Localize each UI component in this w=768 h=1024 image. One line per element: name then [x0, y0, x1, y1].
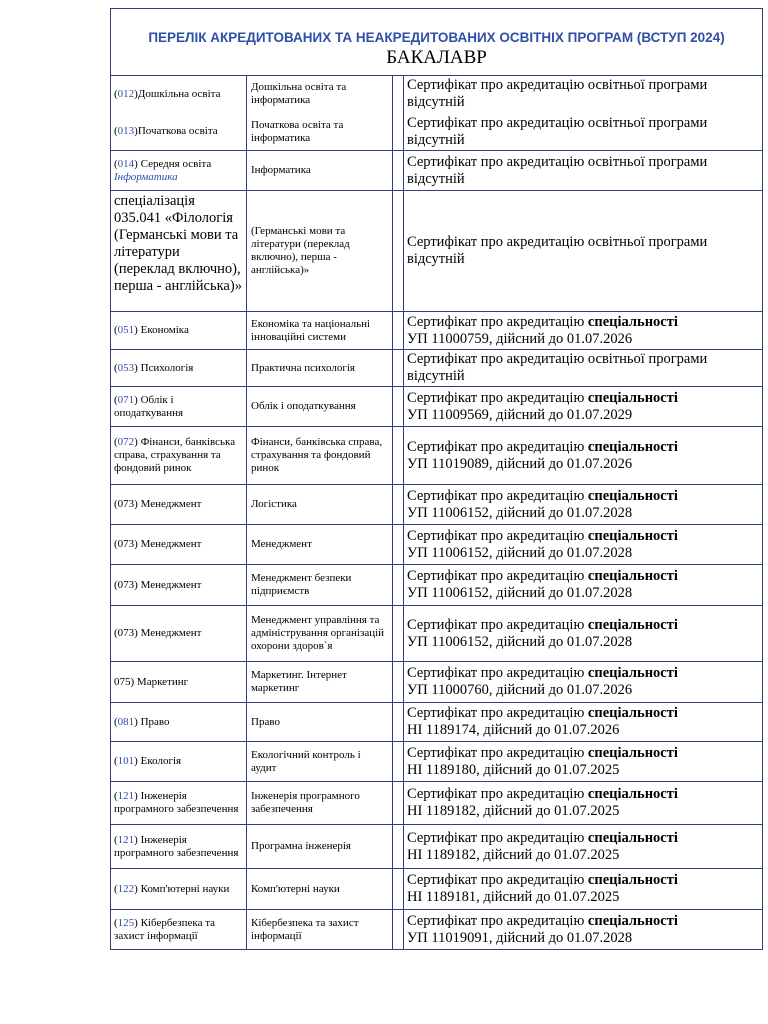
field-cell: ( 012 ) Дошкільна освіта — [114, 87, 221, 100]
program-cell: Облік і оподаткування — [247, 387, 393, 426]
field-cell: (121) Інженерія програмного забезпечення — [111, 825, 247, 868]
table-row — [111, 606, 762, 662]
accreditation-cell: Сертифікат про акредитацію спеціальності УП 11006152, дійсний до 01.07.2028 — [407, 616, 678, 650]
program-cell: Програмна інженерія — [247, 825, 393, 868]
table-row — [111, 191, 762, 312]
field-cell: (073) Менеджмент — [111, 485, 247, 524]
program-cell: Менеджмент — [247, 525, 393, 564]
accreditation-cell: Сертифікат про акредитацію спеціальності УП 11006152, дійсний до 01.07.2028 — [407, 568, 678, 601]
field-cell: 075) Маркетинг — [111, 662, 247, 702]
table-row — [111, 525, 762, 565]
field-cell: (101) Екологія — [111, 742, 247, 781]
field-cell: (072) Фінанси, банківська справа, страхування та фондовий ринок — [111, 427, 247, 484]
table-row — [111, 76, 762, 151]
field-cell: (051) Економіка — [111, 312, 247, 349]
accreditation-cell: Сертифікат про акредитацію спеціальності НІ 1189182, дійсний до 01.07.2025 — [407, 786, 678, 819]
accreditation-cell: Сертифікат про акредитацію освітньої програми відсутній — [407, 77, 708, 111]
program-cell: Фінанси, банківська справа, страхування та фондовий ринок — [247, 427, 393, 484]
table-row — [111, 662, 762, 703]
accreditation-cell: Сертифікат про акредитацію освітньої програми відсутній — [407, 351, 708, 384]
program-cell: Комп'ютерні науки — [247, 869, 393, 909]
page-title: ПЕРЕЛІК АКРЕДИТОВАНИХ ТА НЕАКРЕДИТОВАНИХ ОСВІТНІХ ПРОГРАМ (ВСТУП 2024) — [148, 30, 725, 45]
program-cell: Кібербезпека та захист інформації — [247, 910, 393, 949]
field-cell: (125) Кібербезпека та захист інформації — [111, 910, 247, 949]
table-row — [111, 869, 762, 910]
table-row — [111, 565, 762, 606]
accreditation-cell: Сертифікат про акредитацію спеціальності НІ 1189182, дійсний до 01.07.2025 — [407, 829, 678, 863]
field-cell: спеціалізація 035.041 «Філологія (Германські мови та літератури (переклад включно), перша - англійська)» — [111, 191, 247, 311]
accreditation-cell: Сертифікат про акредитацію спеціальності УП 11000760, дійсний до 01.07.2026 — [407, 665, 678, 698]
program-cell: Інформатика — [247, 151, 393, 190]
accreditation-cell: Сертифікат про акредитацію спеціальності УП 11009569, дійсний до 01.07.2029 — [407, 389, 678, 423]
program-cell: Економіка та національні інноваційні системи — [247, 312, 393, 349]
program-cell: Маркетинг. Інтернет маркетинг — [247, 662, 393, 702]
table-row — [111, 782, 762, 825]
program-cell: Практична психологія — [247, 350, 393, 386]
accreditation-cell: Сертифікат про акредитацію освітньої програми відсутній — [407, 153, 708, 187]
field-code: 012 — [117, 87, 135, 100]
program-cell: (Германські мови та літератури (переклад включно), перша - англійська)» — [247, 191, 393, 311]
table-row — [111, 312, 762, 350]
field-cell: ( 013 ) Початкова освіта — [114, 125, 218, 138]
accreditation-cell: Сертифікат про акредитацію освітньої програми відсутній — [407, 114, 708, 148]
table-row — [111, 387, 762, 427]
field-cell: (071) Облік і оподаткування — [111, 387, 247, 426]
table-row — [111, 350, 762, 387]
program-cell: Дошкільна освіта та інформатика — [251, 81, 347, 107]
accreditation-cell: Сертифікат про акредитацію спеціальності УП 11019091, дійсний до 01.07.2028 — [407, 912, 678, 946]
field-cell: (014) Середня освіта Інформатика — [111, 151, 247, 190]
accreditation-cell: Сертифікат про акредитацію освітньої програми відсутній — [407, 234, 708, 267]
accreditation-cell: Сертифікат про акредитацію спеціальності НІ 1189181, дійсний до 01.07.2025 — [407, 872, 678, 905]
program-cell: Екологічний контроль і аудит — [247, 742, 393, 781]
programs-table — [110, 8, 763, 950]
accreditation-cell: Сертифікат про акредитацію спеціальності НІ 1189180, дійсний до 01.07.2025 — [407, 744, 678, 778]
program-cell: Право — [247, 703, 393, 741]
program-cell: Логістика — [247, 485, 393, 524]
table-row — [111, 703, 762, 742]
program-cell: Менеджмент управління та адміністрування організацій охорони здоров`я — [247, 606, 393, 661]
specialization-label: Інформатика — [114, 170, 178, 183]
field-code: 013 — [117, 125, 135, 138]
table-row — [111, 742, 762, 782]
field-cell: (121) Інженерія програмного забезпечення — [111, 782, 247, 824]
table-row — [111, 485, 762, 525]
accreditation-cell: Сертифікат про акредитацію спеціальності УП 11000759, дійсний до 01.07.2026 — [407, 313, 678, 347]
accreditation-cell: Сертифікат про акредитацію спеціальності УП 11019089, дійсний до 01.07.2026 — [407, 438, 678, 472]
field-cell: (053) Психологія — [111, 350, 247, 386]
field-cell: (081) Право — [111, 703, 247, 741]
program-cell: Менеджмент безпеки підприємств — [247, 565, 393, 605]
program-cell: Початкова освіта та інформатика — [251, 118, 344, 144]
accreditation-cell: Сертифікат про акредитацію спеціальності УП 11006152, дійсний до 01.07.2028 — [407, 527, 678, 561]
table-row — [111, 825, 762, 869]
accreditation-cell: Сертифікат про акредитацію спеціальності УП 11006152, дійсний до 01.07.2028 — [407, 487, 678, 521]
field-cell: (073) Менеджмент — [111, 525, 247, 564]
table-row — [111, 151, 762, 191]
table-row — [111, 910, 762, 949]
table-header — [111, 9, 762, 76]
table-row — [111, 427, 762, 485]
program-cell: Інженерія програмного забезпечення — [247, 782, 393, 824]
field-cell: (073) Менеджмент — [111, 606, 247, 661]
accreditation-cell: Сертифікат про акредитацію спеціальності НІ 1189174, дійсний до 01.07.2026 — [407, 705, 678, 738]
degree-level: БАКАЛАВР — [386, 47, 487, 68]
field-cell: (073) Менеджмент — [111, 565, 247, 605]
field-cell: (122) Комп'ютерні науки — [111, 869, 247, 909]
